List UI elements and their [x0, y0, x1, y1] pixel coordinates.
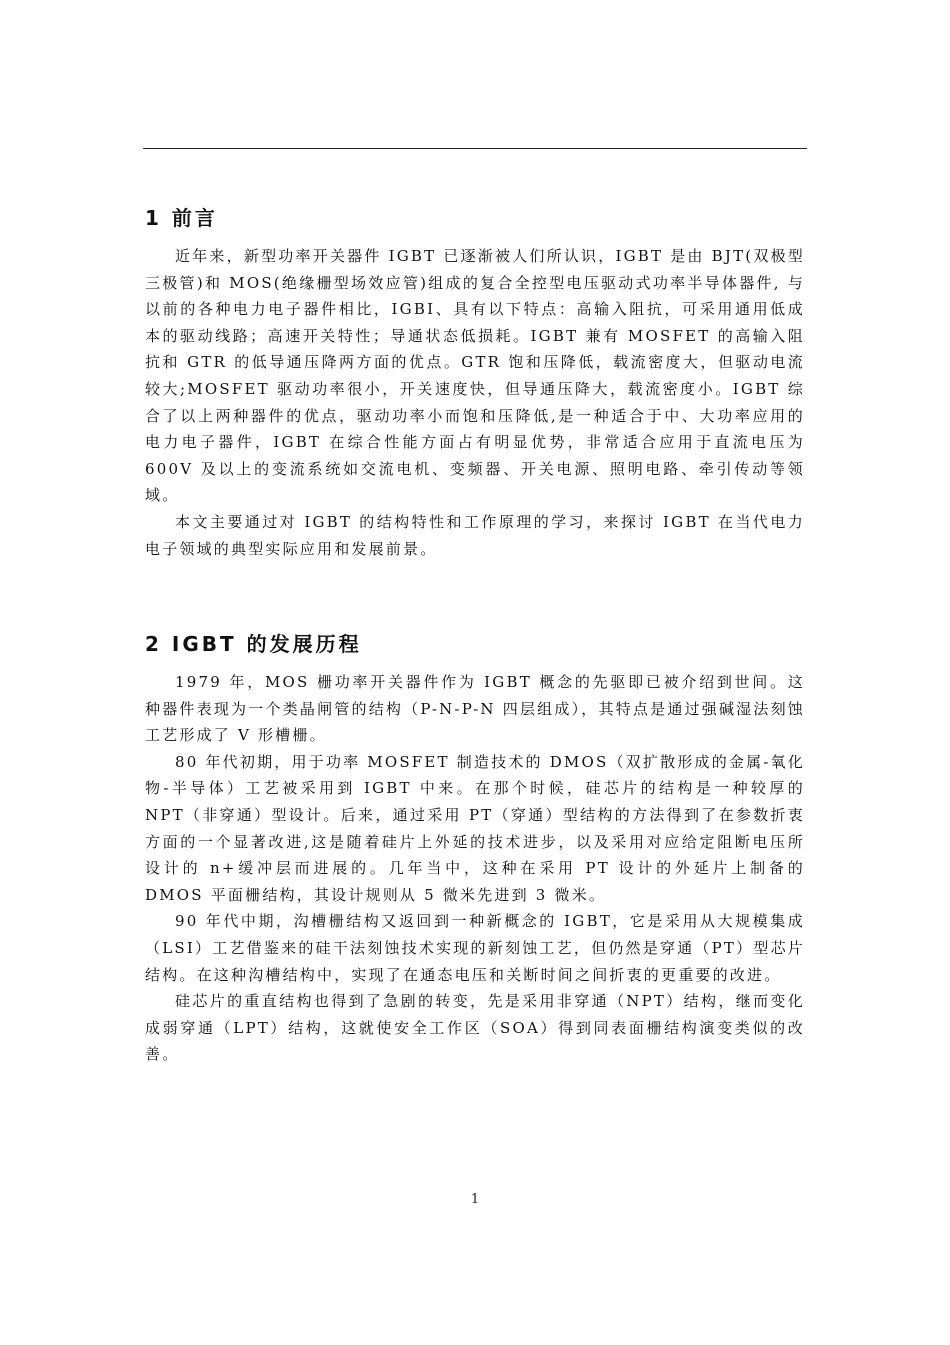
paragraph: 80 年代初期，用于功率 MOSFET 制造技术的 DMOS（双扩散形成的金属-氧化物-半导体）工艺被采用到 IGBT 中来。在那个时候，硅芯片的结构是一种较厚的 NPT（非穿通）型设计。后来，通过采用 PT（穿通）型结构的方法得到了在参数折衷方面的一个显著改进,这是随着硅片上外延的技术进步，以及采用对应给定阻断电压所设计的 n+缓冲层而进展的。几年当中，这种在采用 PT 设计的外延片上制备的 DMOS 平面栅结构，其设计规则从 5 微米先进到 3 微米。 — [145, 752, 805, 904]
section-title: 1 前言 — [145, 206, 218, 230]
paragraph: 90 年代中期，沟槽栅结构又返回到一种新概念的 IGBT，它是采用从大规模集成（LSI）工艺借鉴来的硅干法刻蚀技术实现的新刻蚀工艺，但仍然是穿通（PT）型芯片结构。在这种沟槽结构中，实现了在通态电压和关断时间之间折衷的更重要的改进。 — [145, 912, 805, 984]
header-rule — [143, 148, 807, 149]
paragraph: 近年来，新型功率开关器件 IGBT 已逐渐被人们所认识，IGBT 是由 BJT(双极型三极管)和 MOS(绝缘栅型场效应管)组成的复合全控型电压驱动式功率半导体器件, 与以前的各种电力电子器件相比，IGBI、具有以下特点：高输入阻抗，可采用通用低成本的驱动线路；高速开关特性；导通状态低损耗。IGBT 兼有 MOSFET 的高输入阻抗和 GTR 的低导通压降两方面的优点。GTR 饱和压降低，载流密度大，但驱动电流较大;MOSFET 驱动功率很小，开关速度快，但导通压降大，载流密度小。IGBT 综合了以上两种器件的优点，驱动功率小而饱和压降低,是一种适合于中、大功率应用的电力电子器件，IGBT 在综合性能方面占有明显优势，非常适合应用于直流电压为 600V 及以上的变流系统如交流电机、变频器、开关电源、照明电路、牵引传动等领域。 — [145, 247, 805, 505]
page-number: 1 — [470, 1192, 480, 1207]
paragraph: 本文主要通过对 IGBT 的结构特性和工作原理的学习，来探讨 IGBT 在当代电力电子领域的典型实际应用和发展前景。 — [145, 512, 805, 558]
paragraph: 1979 年，MOS 栅功率开关器件作为 IGBT 概念的先驱即已被介绍到世间。这种器件表现为一个类晶闸管的结构（P-N-P-N 四层组成），其特点是通过强碱湿法刻蚀工艺形成了 V 形槽栅。 — [145, 673, 805, 745]
section-title: 2 IGBT 的发展历程 — [145, 632, 362, 656]
section-igbt-history — [145, 628, 805, 1068]
section-preface — [145, 202, 805, 562]
paragraph: 硅芯片的重直结构也得到了急剧的转变，先是采用非穿通（NPT）结构，继而变化成弱穿通（LPT）结构，这就使安全工作区（SOA）得到同表面栅结构演变类似的改善。 — [145, 992, 805, 1064]
